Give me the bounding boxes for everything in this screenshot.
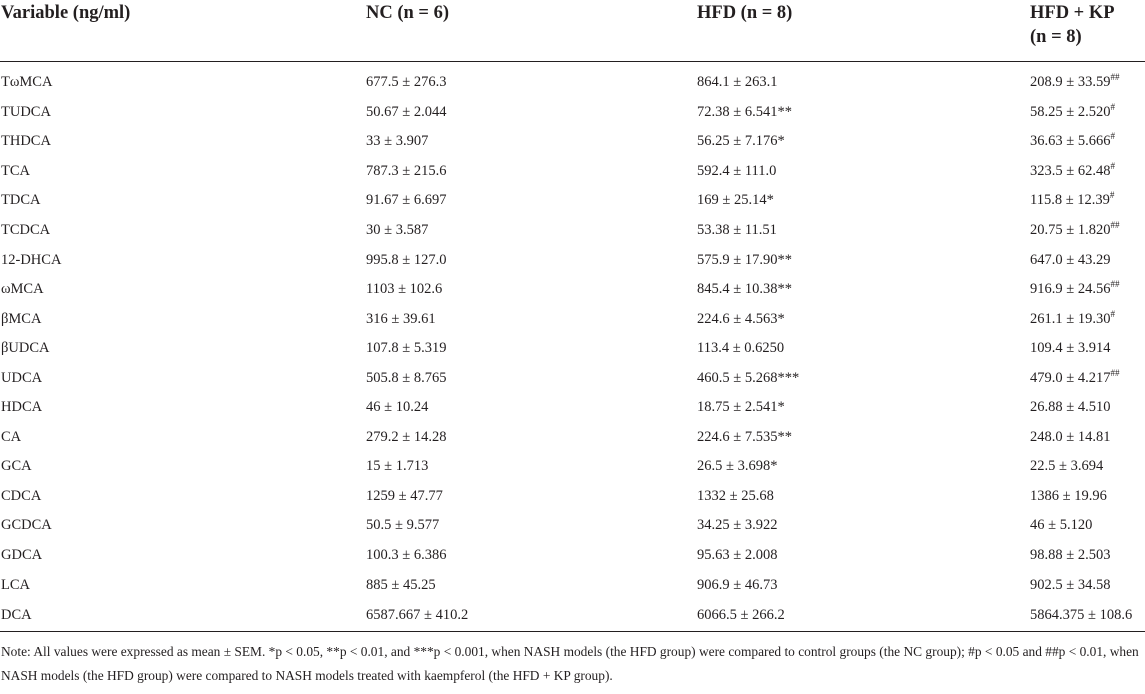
cell-hfd <box>697 98 1030 128</box>
cell-variable-value: TωMCA <box>1 74 53 91</box>
table-row <box>0 304 1145 334</box>
cell-variable-value: ωMCA <box>1 281 44 298</box>
cell-hfd <box>697 157 1030 187</box>
cell-hfd-value: 26.5 ± 3.698* <box>697 458 778 475</box>
cell-nc <box>366 216 697 246</box>
cell-hfd <box>697 216 1030 246</box>
cell-hfd-kp-value: 208.9 ± 33.59 <box>1030 74 1111 91</box>
cell-hfd-kp <box>1030 98 1145 128</box>
cell-nc-value: 1259 ± 47.77 <box>366 487 443 504</box>
header-hfd-kp-line2: (n = 8) <box>1030 27 1082 47</box>
cell-hfd <box>697 275 1030 305</box>
cell-hfd <box>697 304 1030 334</box>
table-row <box>0 245 1145 275</box>
cell-nc-value: 107.8 ± 5.319 <box>366 340 447 357</box>
cell-variable-value: TDCA <box>1 192 41 209</box>
cell-nc <box>366 511 697 541</box>
table-row <box>0 186 1145 216</box>
cell-variable <box>0 275 366 305</box>
cell-variable-value: TCA <box>1 162 30 179</box>
table-header <box>0 0 1145 62</box>
cell-hfd-kp-significance: ## <box>1110 279 1120 290</box>
cell-nc-value: 505.8 ± 8.765 <box>366 369 447 386</box>
cell-hfd <box>697 452 1030 482</box>
cell-hfd-value: 53.38 ± 11.51 <box>697 222 777 238</box>
cell-hfd-kp <box>1030 62 1145 98</box>
cell-hfd-value: 72.38 ± 6.541** <box>697 103 792 120</box>
cell-hfd-kp <box>1030 127 1145 157</box>
cell-hfd-kp-value: 248.0 ± 14.81 <box>1030 428 1111 445</box>
cell-hfd-kp <box>1030 363 1145 393</box>
table-row <box>0 482 1145 512</box>
cell-variable-value: GCA <box>1 458 32 475</box>
header-hfd: HFD (n = 8) <box>697 0 1030 62</box>
cell-hfd-kp <box>1030 245 1145 275</box>
cell-hfd-kp-value: 1386 ± 19.96 <box>1030 487 1107 504</box>
cell-variable-value: THDCA <box>1 133 51 150</box>
cell-hfd-kp-value: 902.5 ± 34.58 <box>1030 576 1111 593</box>
cell-variable <box>0 127 366 157</box>
cell-variable-value: LCA <box>1 576 30 593</box>
cell-variable <box>0 157 366 187</box>
cell-variable-value: GDCA <box>1 547 43 564</box>
cell-nc-value: 91.67 ± 6.697 <box>366 192 447 209</box>
cell-hfd-value: 169 ± 25.14* <box>697 192 774 209</box>
cell-nc-value: 100.3 ± 6.386 <box>366 547 447 564</box>
cell-hfd-kp <box>1030 511 1145 541</box>
cell-variable <box>0 393 366 423</box>
cell-hfd <box>697 423 1030 453</box>
cell-variable <box>0 334 366 364</box>
cell-hfd <box>697 363 1030 393</box>
cell-variable-value: βUDCA <box>1 340 50 357</box>
cell-nc-value: 30 ± 3.587 <box>366 222 429 238</box>
cell-hfd-kp-value: 109.4 ± 3.914 <box>1030 340 1111 357</box>
cell-nc-value: 6587.667 ± 410.2 <box>366 606 469 623</box>
cell-hfd <box>697 127 1030 157</box>
cell-hfd-value: 906.9 ± 46.73 <box>697 576 778 593</box>
cell-nc <box>366 363 697 393</box>
cell-nc-value: 279.2 ± 14.28 <box>366 428 447 445</box>
cell-hfd-value: 6066.5 ± 266.2 <box>697 606 785 623</box>
cell-variable-value: GCDCA <box>1 517 52 534</box>
cell-hfd-value: 575.9 ± 17.90** <box>697 251 792 268</box>
cell-variable <box>0 216 366 246</box>
cell-hfd-value: 864.1 ± 263.1 <box>697 74 778 91</box>
header-variable: Variable (ng/ml) <box>0 0 366 62</box>
cell-nc-value: 885 ± 45.25 <box>366 576 436 593</box>
cell-nc-value: 50.67 ± 2.044 <box>366 103 447 120</box>
cell-nc <box>366 186 697 216</box>
cell-hfd-kp <box>1030 186 1145 216</box>
cell-hfd-value: 56.25 ± 7.176* <box>697 133 785 150</box>
cell-variable <box>0 98 366 128</box>
cell-hfd <box>697 570 1030 600</box>
table-row <box>0 570 1145 600</box>
cell-nc <box>366 334 697 364</box>
table-row <box>0 127 1145 157</box>
cell-hfd-value: 1332 ± 25.68 <box>697 487 774 504</box>
cell-nc-value: 995.8 ± 127.0 <box>366 251 447 268</box>
cell-hfd-kp <box>1030 452 1145 482</box>
cell-hfd <box>697 334 1030 364</box>
cell-hfd-kp <box>1030 304 1145 334</box>
header-hfd-kp <box>1030 0 1145 62</box>
cell-hfd <box>697 600 1030 632</box>
table-row <box>0 511 1145 541</box>
cell-hfd <box>697 511 1030 541</box>
cell-variable <box>0 423 366 453</box>
table-body <box>0 62 1145 632</box>
cell-hfd-value: 34.25 ± 3.922 <box>697 517 778 534</box>
cell-hfd-kp-value: 479.0 ± 4.217 <box>1030 369 1111 386</box>
table-row <box>0 541 1145 571</box>
cell-hfd-kp-value: 115.8 ± 12.39 <box>1030 192 1110 209</box>
cell-hfd-kp <box>1030 334 1145 364</box>
cell-variable-value: 12-DHCA <box>1 251 62 268</box>
cell-nc-value: 46 ± 10.24 <box>366 399 429 416</box>
cell-variable-value: βMCA <box>1 310 42 327</box>
cell-hfd-kp-significance: # <box>1110 101 1115 112</box>
cell-nc <box>366 423 697 453</box>
header-hfd-kp-line1: HFD + KP <box>1030 3 1115 23</box>
cell-variable <box>0 570 366 600</box>
cell-hfd-kp-significance: # <box>1110 308 1115 319</box>
cell-nc <box>366 98 697 128</box>
table-row <box>0 216 1145 246</box>
cell-variable-value: HDCA <box>1 399 43 416</box>
cell-hfd <box>697 482 1030 512</box>
cell-variable-value: CDCA <box>1 487 42 504</box>
cell-hfd <box>697 541 1030 571</box>
table-row <box>0 452 1145 482</box>
cell-hfd-kp-value: 36.63 ± 5.666 <box>1030 133 1111 150</box>
cell-hfd-kp-value: 26.88 ± 4.510 <box>1030 399 1111 416</box>
cell-variable-value: TCDCA <box>1 222 51 238</box>
cell-hfd-value: 113.4 ± 0.6250 <box>697 340 785 357</box>
cell-nc <box>366 393 697 423</box>
cell-variable <box>0 186 366 216</box>
cell-nc-value: 787.3 ± 215.6 <box>366 162 447 179</box>
table-row <box>0 600 1145 632</box>
cell-variable-value: TUDCA <box>1 103 51 120</box>
cell-hfd-kp-value: 5864.375 ± 108.6 <box>1030 606 1133 623</box>
cell-nc <box>366 275 697 305</box>
cell-variable <box>0 482 366 512</box>
table-row <box>0 393 1145 423</box>
cell-hfd <box>697 62 1030 98</box>
cell-hfd-value: 592.4 ± 111.0 <box>697 162 777 179</box>
cell-hfd-kp-value: 22.5 ± 3.694 <box>1030 458 1104 475</box>
table-row <box>0 363 1145 393</box>
cell-hfd <box>697 393 1030 423</box>
cell-hfd-kp-significance: # <box>1109 190 1115 201</box>
cell-nc <box>366 304 697 334</box>
cell-nc <box>366 127 697 157</box>
cell-variable <box>0 304 366 334</box>
cell-hfd-kp-significance: ## <box>1110 367 1120 378</box>
cell-hfd-kp-significance: ## <box>1110 72 1120 83</box>
cell-hfd-kp-value: 58.25 ± 2.520 <box>1030 103 1111 120</box>
cell-nc <box>366 541 697 571</box>
cell-hfd-value: 224.6 ± 4.563* <box>697 310 785 327</box>
cell-hfd-kp <box>1030 541 1145 571</box>
table-row <box>0 423 1145 453</box>
header-nc: NC (n = 6) <box>366 0 697 62</box>
cell-hfd-kp-value: 647.0 ± 43.29 <box>1030 251 1111 268</box>
cell-hfd-kp-value: 323.5 ± 62.48 <box>1030 162 1111 179</box>
cell-variable <box>0 363 366 393</box>
cell-hfd-kp-significance: # <box>1110 131 1115 142</box>
cell-hfd <box>697 186 1030 216</box>
cell-hfd-kp-value: 20.75 ± 1.820 <box>1030 222 1111 238</box>
table-row <box>0 275 1145 305</box>
cell-nc-value: 677.5 ± 276.3 <box>366 74 447 91</box>
cell-hfd-kp <box>1030 393 1145 423</box>
cell-hfd <box>697 245 1030 275</box>
cell-nc-value: 33 ± 3.907 <box>366 133 429 150</box>
cell-hfd-value: 845.4 ± 10.38** <box>697 281 792 298</box>
cell-variable <box>0 541 366 571</box>
cell-hfd-value: 18.75 ± 2.541* <box>697 399 785 416</box>
cell-hfd-kp <box>1030 423 1145 453</box>
cell-hfd-kp-value: 98.88 ± 2.503 <box>1030 547 1111 564</box>
cell-nc-value: 50.5 ± 9.577 <box>366 517 440 534</box>
cell-hfd-kp <box>1030 570 1145 600</box>
cell-variable <box>0 62 366 98</box>
cell-variable <box>0 600 366 632</box>
cell-nc-value: 1103 ± 102.6 <box>366 281 443 298</box>
cell-nc <box>366 570 697 600</box>
cell-variable <box>0 511 366 541</box>
cell-hfd-kp <box>1030 482 1145 512</box>
cell-variable <box>0 452 366 482</box>
table-row <box>0 62 1145 98</box>
table-row <box>0 98 1145 128</box>
cell-hfd-kp-significance: # <box>1110 161 1115 172</box>
cell-hfd-kp-value: 261.1 ± 19.30 <box>1030 310 1111 327</box>
cell-hfd-kp <box>1030 275 1145 305</box>
cell-variable-value: DCA <box>1 606 32 623</box>
cell-hfd-value: 95.63 ± 2.008 <box>697 547 778 564</box>
cell-nc <box>366 482 697 512</box>
cell-hfd-value: 224.6 ± 7.535** <box>697 428 792 445</box>
cell-nc <box>366 600 697 632</box>
cell-hfd-kp-value: 46 ± 5.120 <box>1030 517 1093 534</box>
cell-variable-value: CA <box>1 428 22 445</box>
cell-hfd-kp <box>1030 157 1145 187</box>
cell-hfd-kp-significance: ## <box>1110 220 1120 231</box>
table-footnote: Note: All values were expressed as mean ± SEM. *p < 0.05, **p < 0.01, and ***p < 0.001, when NASH models (the HFD group) were compared to control groups (the NC group); #p < 0.05 and ##p < 0.01, when NASH models (the HFD group) were compared to NASH models treated with kaempferol (the HFD + KP group). <box>1 644 1139 683</box>
cell-nc-value: 15 ± 1.713 <box>366 458 429 475</box>
cell-nc <box>366 62 697 98</box>
cell-hfd-kp <box>1030 600 1145 632</box>
cell-variable-value: UDCA <box>1 369 43 386</box>
cell-variable <box>0 245 366 275</box>
table-row <box>0 157 1145 187</box>
table-row <box>0 334 1145 364</box>
cell-hfd-kp <box>1030 216 1145 246</box>
cell-nc-value: 316 ± 39.61 <box>366 310 436 327</box>
cell-nc <box>366 452 697 482</box>
cell-hfd-kp-value: 916.9 ± 24.56 <box>1030 281 1111 298</box>
cell-nc <box>366 157 697 187</box>
header-row <box>0 0 1145 62</box>
cell-hfd-value: 460.5 ± 5.268*** <box>697 369 800 386</box>
cell-nc <box>366 245 697 275</box>
